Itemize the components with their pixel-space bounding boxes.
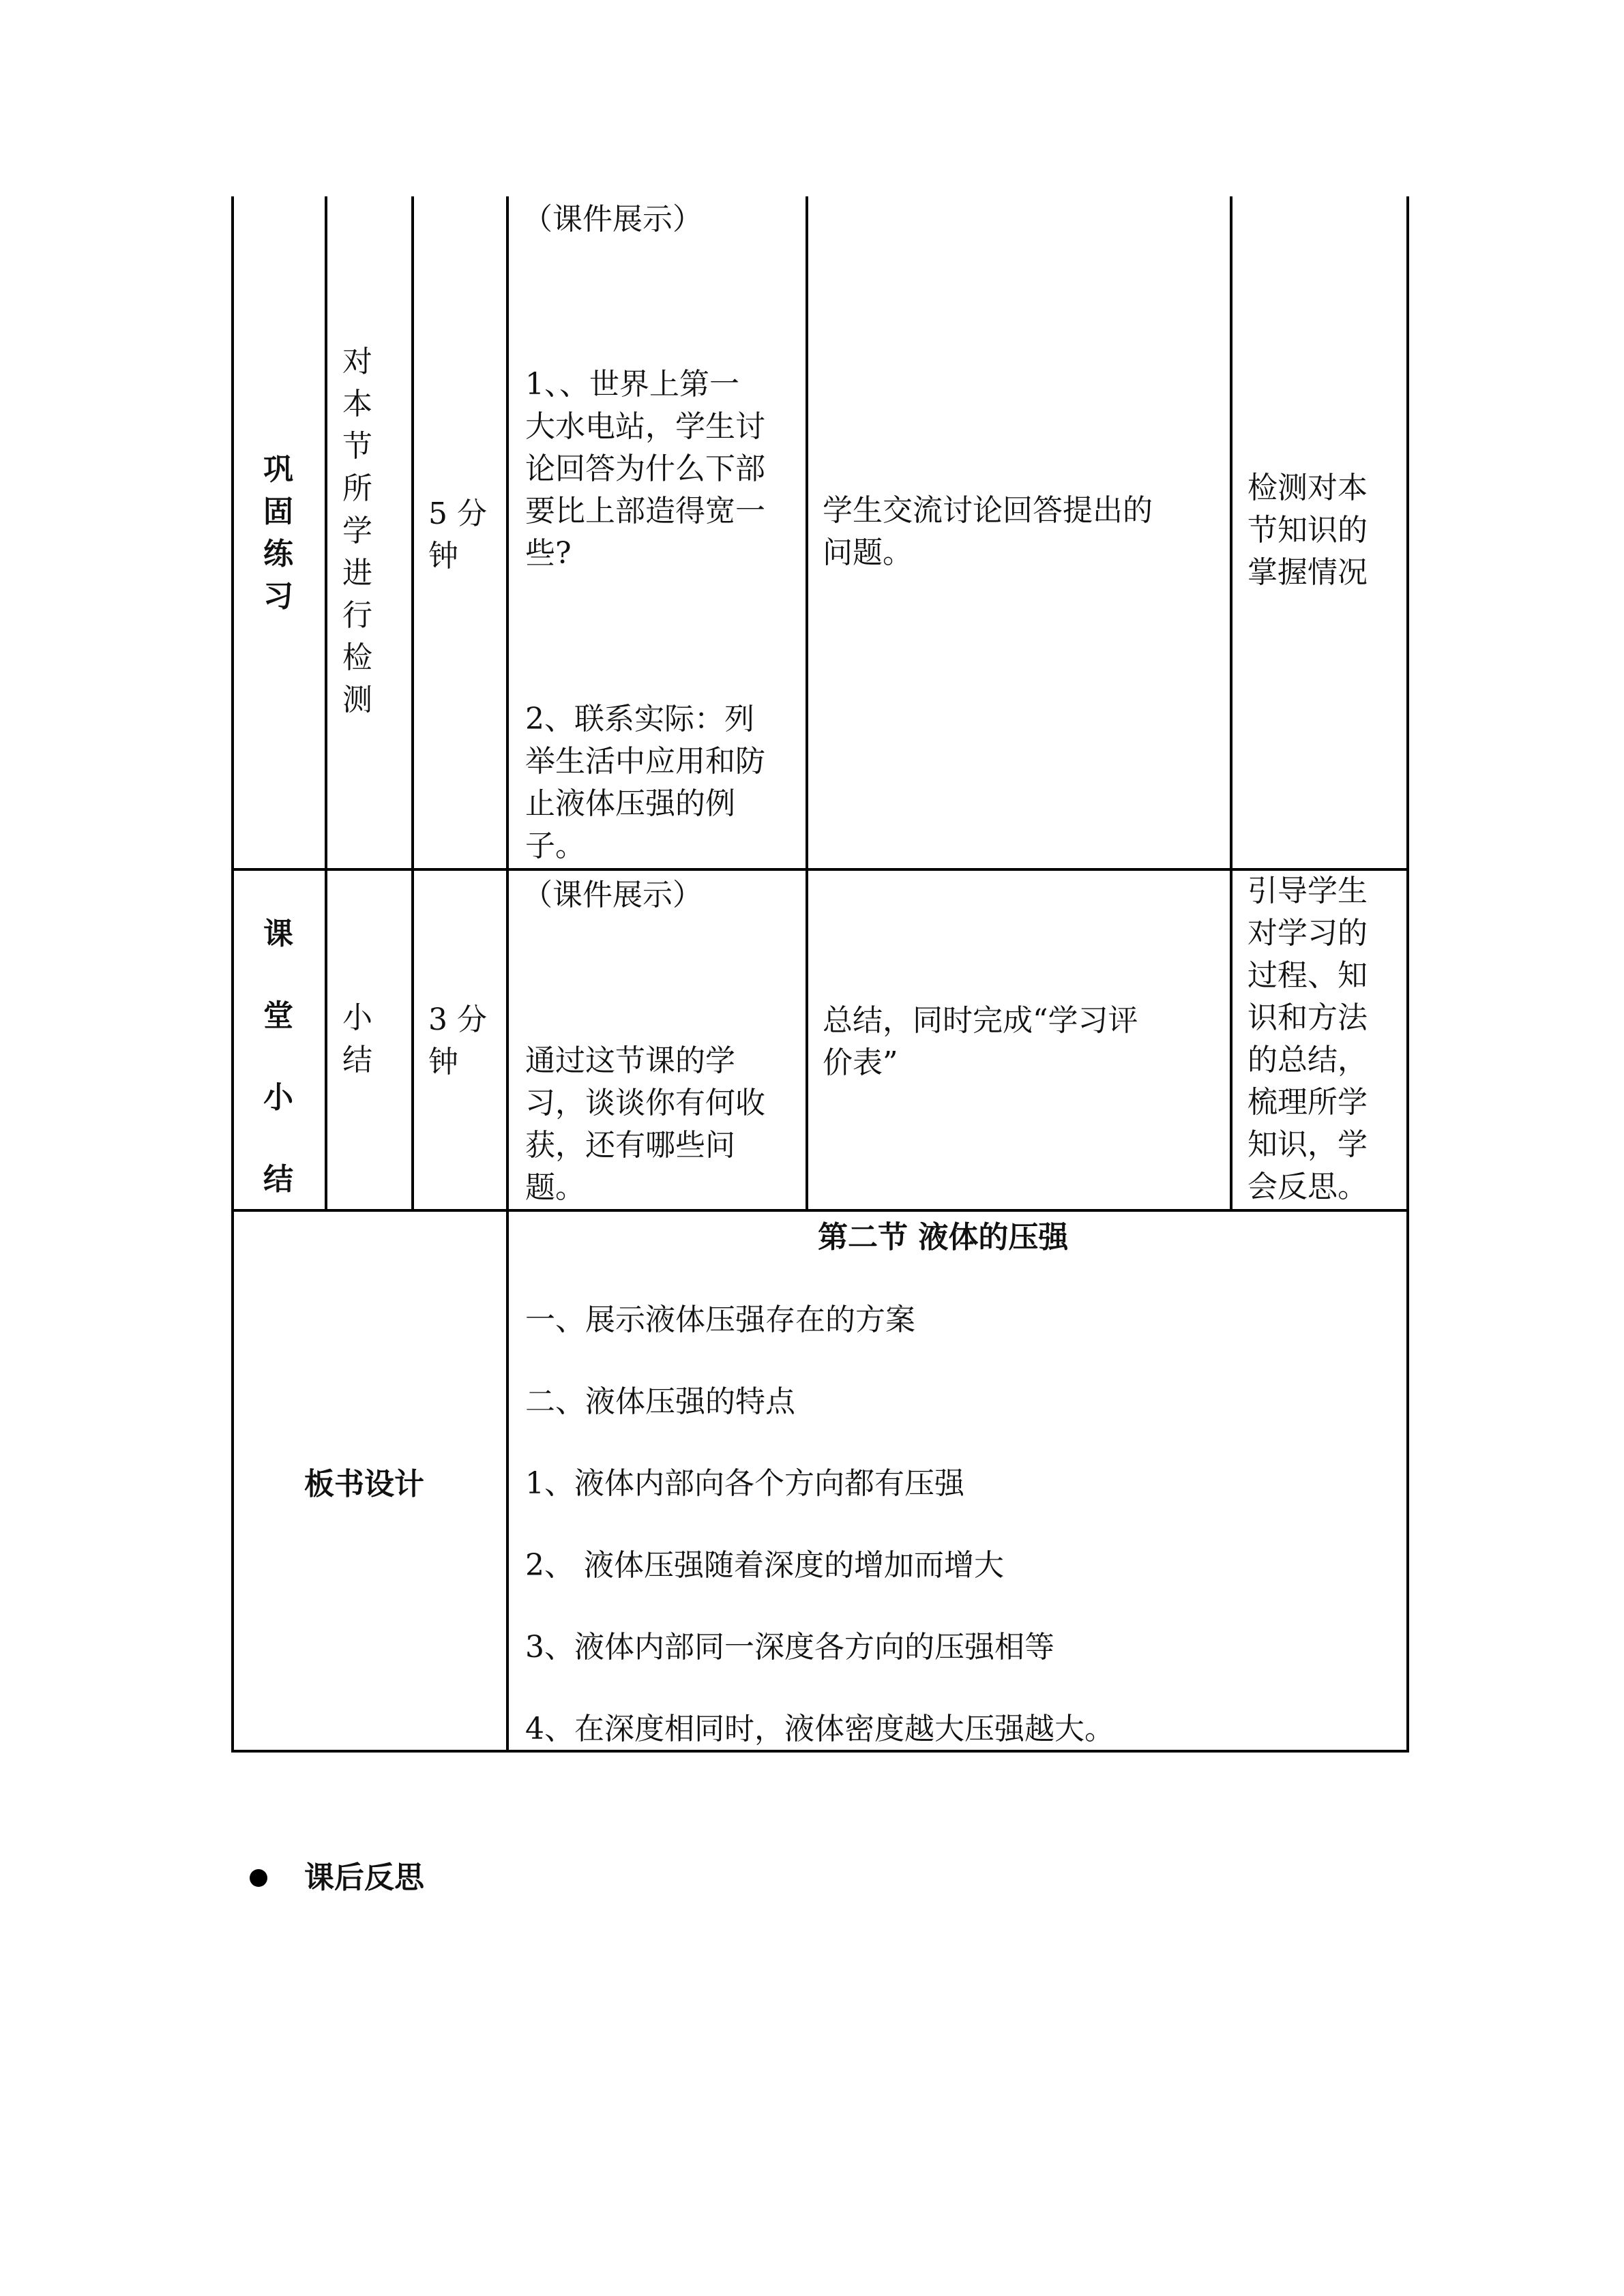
- summary-teacher-line-2: 习，谈谈你有何收: [525, 1086, 765, 1120]
- practice-intent-line-3: 掌握情况: [1247, 555, 1368, 590]
- board-title: 第二节 液体的压强: [818, 1220, 1069, 1255]
- practice-q1-line-2: 大水电站，学生讨: [525, 409, 765, 444]
- practice-student-line-1: 学生交流讨论回答提出的: [823, 493, 1153, 528]
- reflection-label: 课后反思: [304, 1860, 424, 1895]
- board-item-4: 2、 液体压强随着深度的增加而增大: [525, 1548, 1004, 1583]
- table-col-line-5: [1230, 196, 1232, 1210]
- summary-intent-line-4: 识和方法: [1247, 1000, 1368, 1035]
- board-item-6: 4、在深度相同时，液体密度越大压强越大。: [525, 1712, 1114, 1746]
- summary-teacher-line-1: 通过这节课的学: [525, 1043, 735, 1078]
- practice-intent-line-1: 检测对本: [1247, 471, 1368, 505]
- practice-content-label: 对本节所学进行检测: [342, 344, 372, 717]
- board-item-1: 一、展示液体压强存在的方案: [525, 1302, 915, 1337]
- practice-q2-line-3: 止液体压强的例: [525, 786, 735, 821]
- summary-intent-line-5: 的总结，: [1247, 1043, 1368, 1077]
- summary-intent-line-6: 梳理所学: [1247, 1085, 1368, 1120]
- summary-stage-label: [259, 893, 297, 1221]
- table-row-line-2: [231, 1209, 1409, 1212]
- board-item-3: 1、液体内部向各个方向都有压强: [525, 1466, 964, 1501]
- summary-student-line-2: 价表”: [823, 1045, 898, 1080]
- practice-time-line-2: 钟: [428, 539, 458, 573]
- summary-intent-line-2: 对学习的: [1247, 916, 1368, 951]
- summary-intent-line-7: 知识，学: [1247, 1127, 1368, 1162]
- practice-student-line-2: 问题。: [823, 535, 913, 570]
- table-border-right: [1406, 196, 1409, 1753]
- practice-stage-label: 巩固练习: [263, 452, 293, 614]
- table-col-line-1: [325, 196, 327, 1210]
- summary-intent-line-1: 引导学生: [1247, 874, 1368, 908]
- summary-time-line-2: 钟: [428, 1045, 458, 1079]
- practice-q1-line-3: 论回答为什么下部: [525, 451, 765, 486]
- practice-q2-line-1: 2、联系实际：列: [525, 702, 754, 736]
- practice-q2-line-4: 子。: [525, 829, 585, 863]
- practice-time-line-1: 5 分: [428, 496, 487, 531]
- summary-intent-line-8: 会反思。: [1247, 1169, 1368, 1204]
- table-col-line-2: [411, 196, 414, 1210]
- practice-q2-line-2: 举生活中应用和防: [525, 744, 765, 779]
- practice-q1-line-1: 1、、世界上第一: [525, 367, 739, 402]
- table-row-line-1: [231, 868, 1409, 871]
- practice-q1-line-5: 些?: [525, 536, 572, 571]
- summary-teacher-heading: （课件展示）: [522, 878, 703, 912]
- summary-stage-text: 课堂小结: [263, 916, 293, 1197]
- summary-intent-line-3: 过程、知: [1247, 958, 1368, 993]
- table-border-left: [231, 196, 234, 1753]
- summary-student-line-1: 总结，同时完成“学习评: [823, 1003, 1138, 1038]
- summary-time-line-1: 3 分: [428, 1002, 487, 1037]
- practice-teacher-heading: （课件展示）: [522, 202, 703, 237]
- practice-q1-line-4: 要比上部造得宽一: [525, 494, 765, 528]
- board-item-2: 二、液体压强的特点: [525, 1384, 795, 1419]
- summary-content-label: 小结: [342, 1000, 372, 1077]
- summary-teacher-line-3: 获，还有哪些问: [525, 1128, 735, 1163]
- summary-teacher-line-4: 题。: [525, 1170, 585, 1205]
- table-col-line-3: [506, 196, 509, 1753]
- board-design-label: 板书设计: [304, 1467, 424, 1502]
- practice-intent-line-2: 节知识的: [1247, 513, 1368, 548]
- table-col-line-4: [806, 196, 808, 1210]
- bullet-icon: [250, 1869, 267, 1887]
- board-item-5: 3、液体内部同一深度各方向的压强相等: [525, 1630, 1054, 1665]
